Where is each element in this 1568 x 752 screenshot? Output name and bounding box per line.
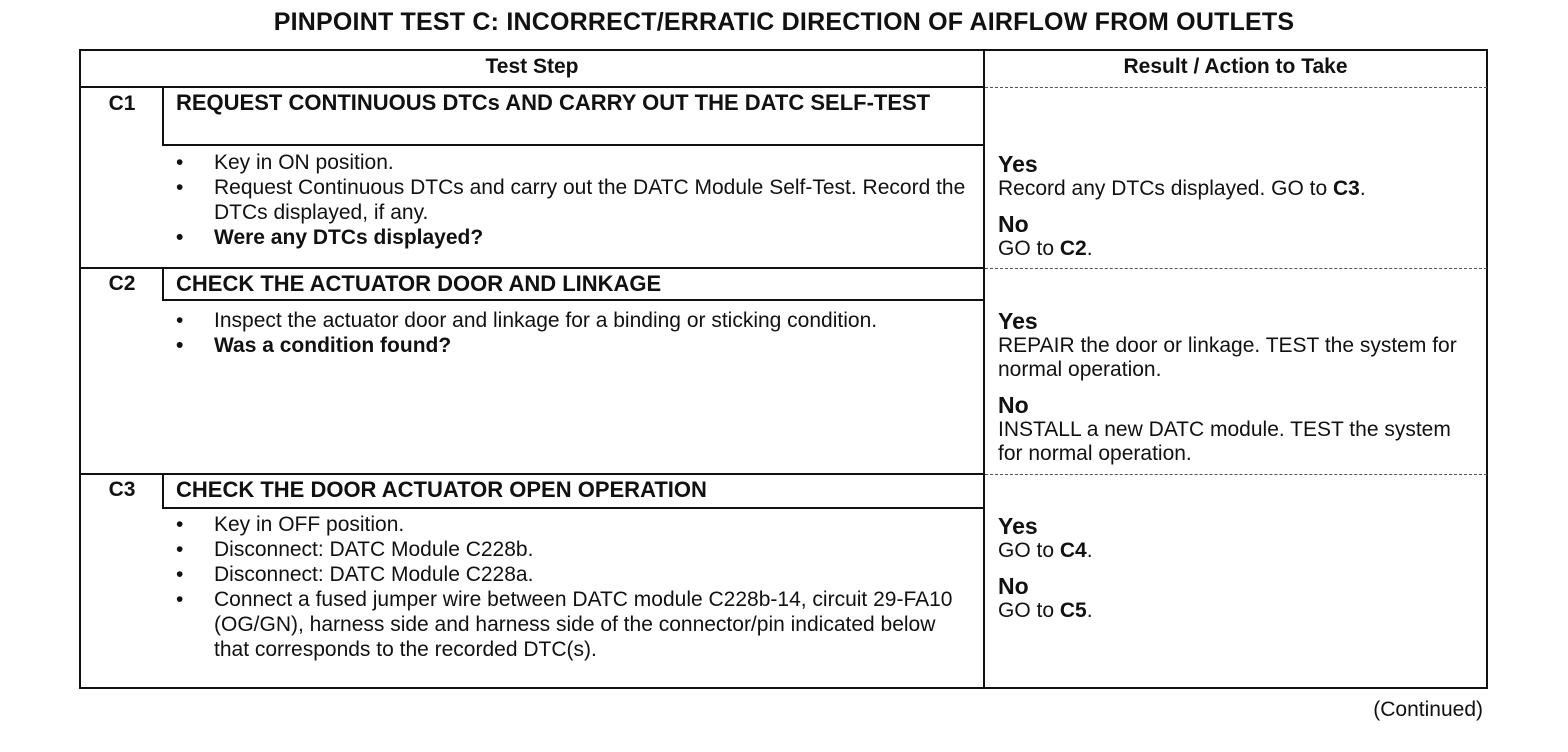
result-no-label: No xyxy=(998,392,1029,418)
list-item: • Request Continuous DTCs and carry out the DATC Module Self-Test. Record the DTCs displayed, if any. xyxy=(176,175,966,225)
continued-note: (Continued) xyxy=(1373,698,1483,721)
step-bullets xyxy=(176,512,966,662)
list-item: • Was a condition found? xyxy=(176,333,966,358)
list-item: • Key in ON position. xyxy=(176,150,966,175)
step-title: CHECK THE DOOR ACTUATOR OPEN OPERATION xyxy=(176,477,707,502)
result-yes-label: Yes xyxy=(998,151,1038,177)
row-rule xyxy=(162,144,985,146)
result-yes-action: Record any DTCs displayed. GO to C3. xyxy=(998,177,1366,200)
row-rule xyxy=(162,299,985,301)
list-item: • Connect a fused jumper wire between DATC module C228b-14, circuit 29-FA10 (OG/GN), harness side and harness side of the connector/pin indicated below that corresponds to the recorded DTC(s). xyxy=(176,587,966,662)
step-result xyxy=(998,513,1478,633)
step-bullets xyxy=(176,308,966,358)
result-no-action: GO to C2. xyxy=(998,237,1093,260)
result-no-label: No xyxy=(998,211,1029,237)
list-item: • Disconnect: DATC Module C228a. xyxy=(176,562,966,587)
header-rule xyxy=(79,86,985,88)
result-yes-label: Yes xyxy=(998,513,1038,539)
result-rule xyxy=(985,87,1487,88)
step-result xyxy=(998,151,1478,271)
step-id: C1 xyxy=(108,92,136,115)
list-item: • Were any DTCs displayed? xyxy=(176,225,966,250)
step-title: REQUEST CONTINUOUS DTCs AND CARRY OUT THE DATC SELF-TEST xyxy=(176,90,931,115)
result-yes-label: Yes xyxy=(998,308,1038,334)
step-bullets xyxy=(176,150,966,250)
step-result xyxy=(998,308,1478,476)
result-yes-action: REPAIR the door or linkage. TEST the system for normal operation. xyxy=(998,334,1457,381)
step-id: C2 xyxy=(108,272,136,295)
row-rule xyxy=(162,507,985,509)
list-item: • Disconnect: DATC Module C228b. xyxy=(176,537,966,562)
result-no-label: No xyxy=(998,573,1029,599)
result-no-action: GO to C5. xyxy=(998,599,1093,622)
header-result-action: Result / Action to Take xyxy=(1123,55,1348,78)
row-rule xyxy=(79,267,985,269)
step-title: CHECK THE ACTUATOR DOOR AND LINKAGE xyxy=(176,271,662,296)
step-id: C3 xyxy=(108,478,136,501)
result-yes-action: GO to C4. xyxy=(998,539,1093,562)
header-test-step: Test Step xyxy=(485,55,579,78)
list-item: • Key in OFF position. xyxy=(176,512,966,537)
list-item: • Inspect the actuator door and linkage for a binding or sticking condition. xyxy=(176,308,966,333)
result-no-action: INSTALL a new DATC module. TEST the system for normal operation. xyxy=(998,418,1451,465)
row-rule xyxy=(79,473,985,475)
page-title: PINPOINT TEST C: INCORRECT/ERRATIC DIRECTION OF AIRFLOW FROM OUTLETS xyxy=(273,8,1295,36)
